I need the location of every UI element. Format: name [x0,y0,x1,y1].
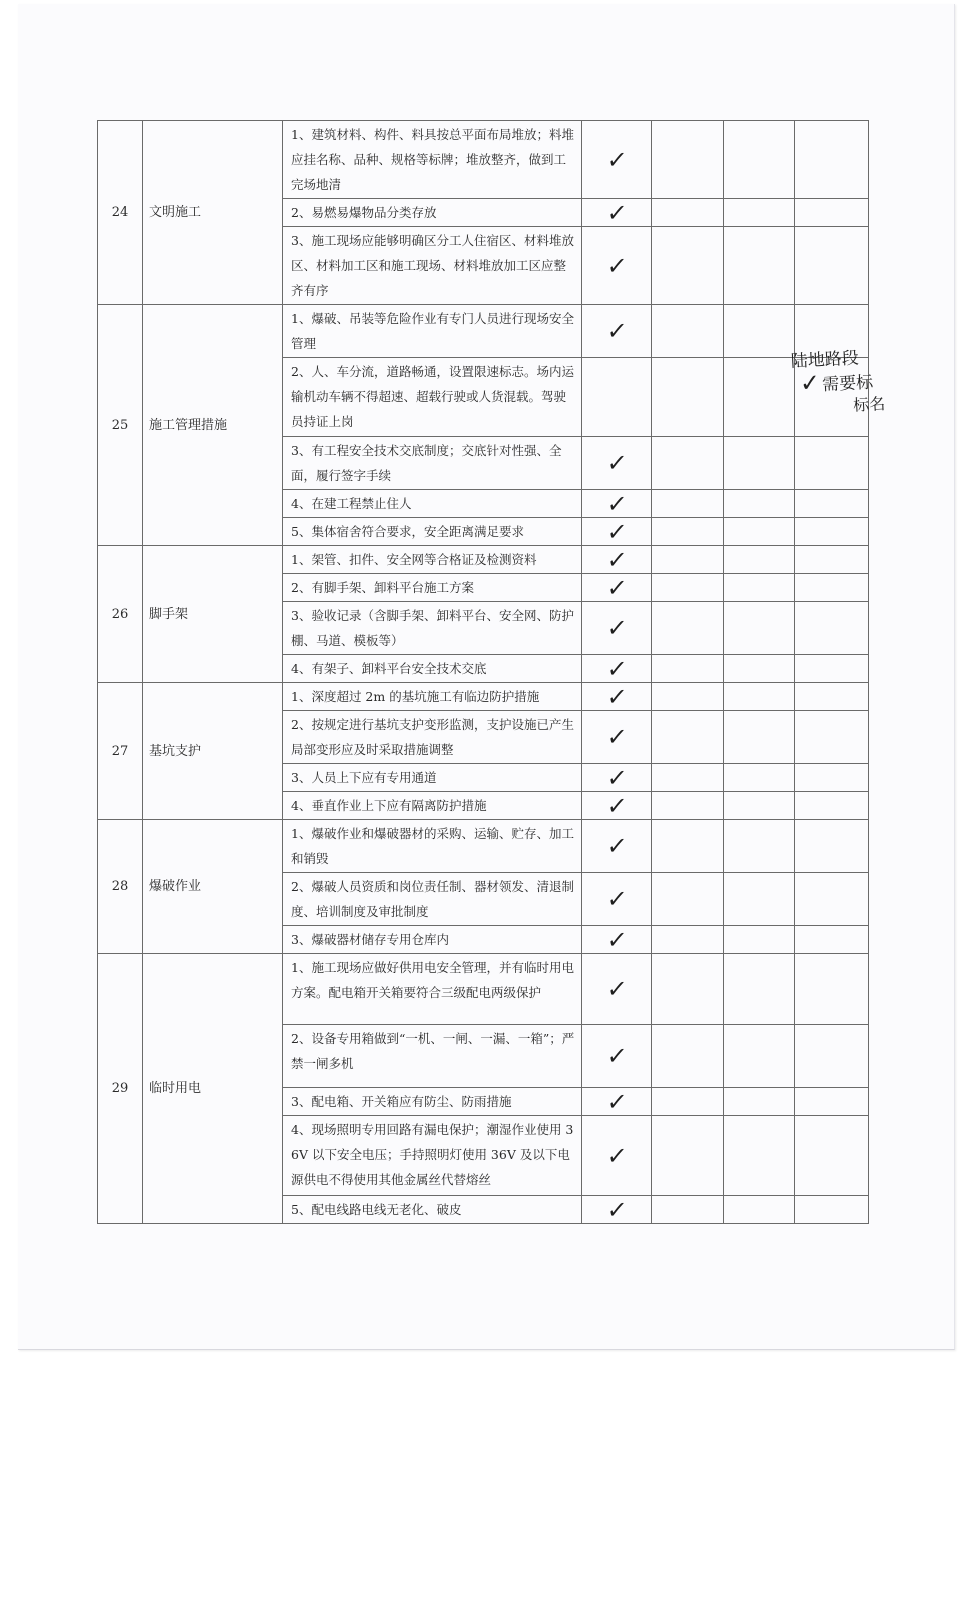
note-line-3: 标名 [852,394,886,415]
check-mark-icon: ✓ [605,1195,629,1223]
check-mark-icon: ✓ [605,1141,629,1169]
empty-cell [724,602,795,655]
empty-cell [724,358,795,437]
table-row [98,546,869,574]
check-cell [577,227,655,305]
empty-cell [652,199,724,227]
check-mark-icon: ✓ [605,1087,629,1115]
empty-cell [724,546,795,574]
empty-cell [795,926,869,954]
check-cell [579,711,655,764]
check-cell [580,792,653,820]
requirement-text: 2、易燃易爆物品分类存放 [283,199,582,227]
empty-cell [795,820,869,873]
empty-cell [724,1196,795,1224]
empty-cell [795,121,869,199]
requirement-text: 1、建筑材料、构件、料具按总平面布局堆放；料堆应挂名称、品种、规格等标牌；堆放整齐，做到工完场地清 [283,121,582,199]
requirement-text: 2、按规定进行基坑支护变形监测，支护设施已产生局部变形应及时采取措施调整 [283,711,582,764]
empty-cell [795,1088,869,1116]
empty-cell [795,437,869,490]
section-category: 爆破作业 [143,820,283,954]
section-number: 24 [98,121,143,305]
check-cell [579,602,655,655]
check-cell [579,437,655,490]
empty-cell [795,199,869,227]
requirement-text: 3、验收记录（含脚手架、卸料平台、安全网、防护棚、马道、模板等） [283,602,582,655]
empty-cell [652,227,724,305]
check-cell [580,546,653,574]
requirement-text: 5、集体宿舍符合要求，安全距离满足要求 [283,518,582,546]
empty-cell [795,655,869,683]
check-cell [578,954,655,1025]
empty-cell [724,764,795,792]
empty-cell [724,926,795,954]
check-mark-icon: ✓ [605,884,629,913]
empty-cell [652,574,724,602]
check-mark-icon: ✓ [605,763,629,791]
check-cell [577,1116,655,1196]
empty-cell [652,518,724,546]
check-cell [577,121,655,199]
requirement-text: 4、垂直作业上下应有隔离防护措施 [283,792,582,820]
checklist-body [98,121,869,1224]
section-category: 文明施工 [143,121,283,305]
check-mark-icon: ✓ [799,368,821,398]
check-cell [580,683,653,711]
note-line-1: 陆地路段 [790,348,860,372]
requirement-text: 4、现场照明专用回路有漏电保护；潮湿作业使用 36V 以下安全电压；手持照明灯使用 36V 及以下电源供电不得使用其他金属丝代替熔丝 [283,1116,582,1196]
empty-cell [724,820,795,873]
check-cell [580,1088,653,1116]
check-mark-icon: ✓ [605,682,629,710]
empty-cell [724,227,795,305]
empty-cell [652,121,724,199]
check-mark-icon: ✓ [605,613,629,642]
empty-cell [652,1196,724,1224]
requirement-text: 1、架管、扣件、安全网等合格证及检测资料 [283,546,582,574]
check-mark-icon: ✓ [605,925,629,953]
requirement-text: 4、在建工程禁止住人 [283,490,582,518]
table-row [98,305,869,358]
section-number: 27 [98,683,143,820]
empty-cell [795,227,869,305]
section-category: 脚手架 [143,546,283,683]
empty-cell [724,873,795,926]
requirement-text: 3、人员上下应有专用通道 [283,764,582,792]
empty-cell [652,358,724,437]
check-cell [579,873,655,926]
empty-cell [652,711,724,764]
empty-cell [724,305,795,358]
check-cell [579,820,655,873]
table-row [98,683,869,711]
check-mark-icon: ✓ [605,545,629,573]
empty-cell [795,764,869,792]
check-mark-icon: ✓ [605,145,629,173]
check-mark-icon: ✓ [605,1041,629,1070]
requirement-text: 2、设备专用箱做到“一机、一闸、一漏、一箱”；严禁一闸多机 [283,1025,582,1088]
check-cell [577,358,655,437]
empty-cell [795,1116,869,1196]
empty-cell [652,873,724,926]
check-cell [580,926,653,954]
requirement-text: 1、爆破作业和爆破器材的采购、运输、贮存、加工和销毁 [283,820,582,873]
empty-cell [795,683,869,711]
section-number: 26 [98,546,143,683]
requirement-text: 2、有脚手架、卸料平台施工方案 [283,574,582,602]
check-mark-icon: ✓ [605,489,629,517]
empty-cell [652,683,724,711]
empty-cell [795,490,869,518]
check-mark-icon: ✓ [605,198,629,226]
empty-cell [795,1025,869,1088]
empty-cell [652,655,724,683]
empty-cell [652,926,724,954]
empty-cell [724,518,795,546]
empty-cell [724,683,795,711]
check-cell [580,518,653,546]
empty-cell [795,954,869,1025]
section-number: 29 [98,954,143,1224]
empty-cell [795,602,869,655]
empty-cell [652,490,724,518]
requirement-text: 1、爆破、吊装等危险作业有专门人员进行现场安全管理 [283,305,582,358]
empty-cell [724,711,795,764]
empty-cell [652,1088,724,1116]
empty-cell [724,1116,795,1196]
check-mark-icon: ✓ [605,573,629,601]
empty-cell [795,546,869,574]
empty-cell [652,1116,724,1196]
check-cell [580,490,653,518]
safety-checklist-table [97,120,869,1224]
requirement-text: 3、配电箱、开关箱应有防尘、防雨措施 [283,1088,582,1116]
table-row [98,954,869,1025]
empty-cell [652,820,724,873]
requirement-text: 2、人、车分流，道路畅通，设置限速标志。场内运输机动车辆不得超速、超载行驶或人货混载。驾驶员持证上岗 [283,358,582,437]
empty-cell [652,764,724,792]
check-cell [578,1025,655,1088]
empty-cell [652,602,724,655]
requirement-text: 3、爆破器材储存专用仓库内 [283,926,582,954]
check-mark-icon: ✓ [605,517,629,545]
check-mark-icon: ✓ [605,722,629,751]
empty-cell [795,711,869,764]
empty-cell [724,490,795,518]
requirement-text: 3、施工现场应能够明确区分工人住宿区、材料堆放区、材料加工区和施工现场、材料堆放加工区应整齐有序 [283,227,582,305]
requirement-text: 1、施工现场应做好供用电安全管理，并有临时用电方案。配电箱开关箱要符合三级配电两级保护 [283,954,582,1025]
check-mark-icon: ✓ [605,654,629,682]
section-category: 临时用电 [143,954,283,1224]
section-category: 基坑支护 [143,683,283,820]
empty-cell [652,792,724,820]
requirement-text: 1、深度超过 2m 的基坑施工有临边防护措施 [283,683,582,711]
empty-cell [724,437,795,490]
check-mark-icon: ✓ [605,831,629,860]
requirement-text: 4、有架子、卸料平台安全技术交底 [283,655,582,683]
note-line-2-text: 需要标 [821,372,874,396]
empty-cell [652,546,724,574]
empty-cell [724,1025,795,1088]
check-mark-icon: ✓ [605,791,629,819]
check-cell [580,199,653,227]
empty-cell [652,437,724,490]
table-row [98,820,869,873]
empty-cell [724,1088,795,1116]
table-row [98,121,869,199]
check-cell [580,655,653,683]
requirement-text: 5、配电线路电线无老化、破皮 [283,1196,582,1224]
section-category: 施工管理措施 [143,305,283,546]
handwritten-annotation [790,345,903,420]
requirement-text: 2、爆破人员资质和岗位责任制、器材领发、清退制度、培训制度及审批制度 [283,873,582,926]
empty-cell [795,873,869,926]
requirement-text: 3、有工程安全技术交底制度；交底针对性强、全面，履行签字手续 [283,437,582,490]
empty-cell [724,655,795,683]
empty-cell [795,1196,869,1224]
check-mark-icon: ✓ [605,448,629,477]
empty-cell [652,305,724,358]
empty-cell [652,1025,724,1088]
empty-cell [652,954,724,1025]
check-cell [580,574,653,602]
check-cell [580,1196,653,1224]
check-mark-icon: ✓ [605,974,629,1003]
empty-cell [724,199,795,227]
check-mark-icon: ✓ [605,251,629,279]
section-number: 25 [98,305,143,546]
empty-cell [795,518,869,546]
check-mark-icon: ✓ [605,316,629,345]
empty-cell [724,121,795,199]
check-cell [580,764,653,792]
empty-cell [795,792,869,820]
empty-cell [724,574,795,602]
empty-cell [724,792,795,820]
check-cell [579,305,655,358]
empty-cell [795,574,869,602]
section-number: 28 [98,820,143,954]
empty-cell [724,954,795,1025]
